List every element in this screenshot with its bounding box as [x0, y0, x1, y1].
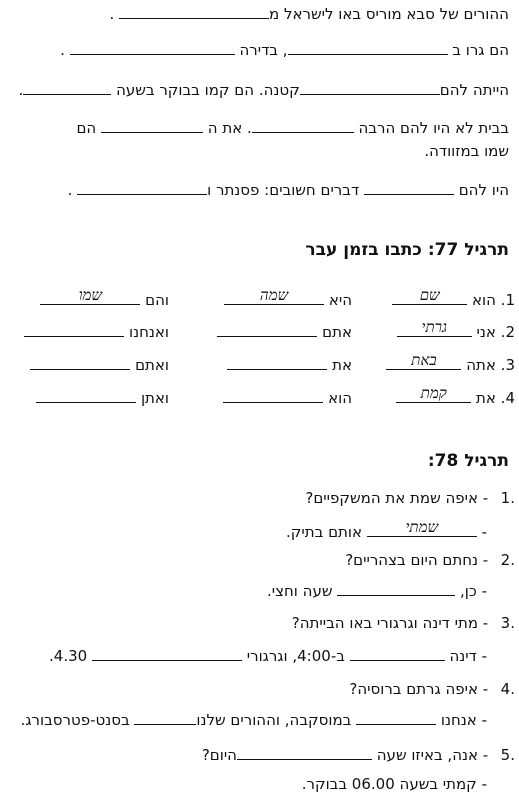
answer-blank[interactable] — [386, 351, 461, 370]
intro-line-3: הייתה להםקטנה. הם קמו בבוקר בשעה . — [18, 81, 509, 99]
intro-line-2: הם גרו ב , בדירה . — [60, 41, 509, 59]
handwritten-answer: שם — [419, 286, 440, 304]
ex78-a4: - אנחנו במוסקבה, וההורים שלנו בסנט-פטרסבורג. — [20, 711, 487, 729]
intro-line-1: ההורים של סבא מוריס באו לישראל מ . — [109, 5, 509, 23]
ex78-a5: - קמתי בשעה 06.00 בבוקר. — [301, 775, 487, 793]
answer-blank[interactable] — [237, 745, 372, 760]
intro-line-5: שמו במזוודה. — [424, 142, 509, 160]
intro-line-6: היו להם דברים חשובים: פסנתר ו . — [67, 181, 509, 199]
answer-blank[interactable] — [252, 118, 354, 133]
answer-blank[interactable] — [217, 322, 317, 337]
ex77-row1-col3: והם שמו — [40, 290, 169, 309]
handwritten-answer: גרתי — [421, 318, 447, 336]
answer-blank[interactable] — [356, 710, 436, 725]
answer-blank[interactable] — [70, 40, 235, 55]
handwritten-answer: באת — [411, 351, 437, 369]
answer-blank[interactable] — [367, 518, 477, 537]
exercise-78-title: תרגיל 78: — [427, 451, 509, 471]
ex77-row4-col2: הוא — [223, 388, 352, 407]
answer-blank[interactable] — [227, 355, 327, 370]
ex78-a3: - דינה ב-4:00, וגרגורי 4.30. — [49, 647, 487, 665]
answer-blank[interactable] — [30, 355, 130, 370]
answer-blank[interactable] — [24, 322, 124, 337]
answer-blank[interactable] — [36, 388, 136, 403]
ex77-row2-col2: אתם — [217, 322, 352, 341]
handwritten-answer: שמתי — [405, 518, 439, 536]
answer-blank[interactable] — [77, 180, 207, 195]
answer-blank[interactable] — [396, 384, 471, 403]
answer-blank[interactable] — [92, 646, 242, 661]
ex77-row3-col3: ואתם — [30, 355, 169, 374]
answer-blank[interactable] — [23, 80, 111, 95]
handwritten-answer: שמה — [259, 286, 289, 304]
answer-blank[interactable] — [392, 286, 467, 305]
answer-blank[interactable] — [223, 388, 323, 403]
ex77-row4-col3: ואתן — [36, 388, 169, 407]
intro-line-4: בבית לא היו להם הרבה . את ה הם — [76, 119, 509, 137]
answer-blank[interactable] — [350, 646, 445, 661]
exercise-77-title: תרגיל 77: כתבו בזמן עבר — [305, 240, 509, 260]
ex77-row3-col1: 3. אתה באת — [386, 355, 515, 374]
ex77-row1-col2: היא שמה — [224, 290, 352, 309]
answer-blank[interactable] — [300, 80, 440, 95]
ex78-q4: .4 - איפה גרתם ברוסיה? — [349, 680, 515, 698]
ex77-row3-col2: את — [227, 355, 352, 374]
intro-text: ההורים של סבא מוריס באו לישראל מ — [269, 5, 509, 23]
answer-blank[interactable] — [364, 180, 454, 195]
answer-blank[interactable] — [134, 710, 196, 725]
ex78-a1: - שמתי אותם בתיק. — [286, 518, 487, 541]
ex78-q1: .1 - איפה שמת את המשקפיים? — [305, 489, 515, 507]
ex78-q2: .2 - נחתם היום בצהריים? — [345, 551, 515, 569]
ex78-q5: .5 - אנה, באיזו שעה היום? — [201, 746, 515, 764]
handwritten-answer: שמו — [78, 286, 103, 304]
answer-blank[interactable] — [101, 118, 203, 133]
answer-blank[interactable] — [397, 318, 472, 337]
ex77-row4-col1: 4. את קמת — [396, 388, 515, 407]
answer-blank[interactable] — [119, 4, 269, 19]
ex78-q3: .3 - מתי דינה וגרגורי באו הבייתה? — [291, 614, 515, 632]
answer-blank[interactable] — [288, 40, 448, 55]
ex77-row2-col3: ואנחנו — [24, 322, 169, 341]
ex78-a2: - כן, שעה וחצי. — [266, 582, 487, 600]
handwritten-answer: קמת — [420, 384, 447, 402]
ex77-row1-col1: 1. הוא שם — [392, 290, 515, 309]
answer-blank[interactable] — [337, 581, 455, 596]
ex77-row2-col1: 2. אני גרתי — [397, 322, 515, 341]
